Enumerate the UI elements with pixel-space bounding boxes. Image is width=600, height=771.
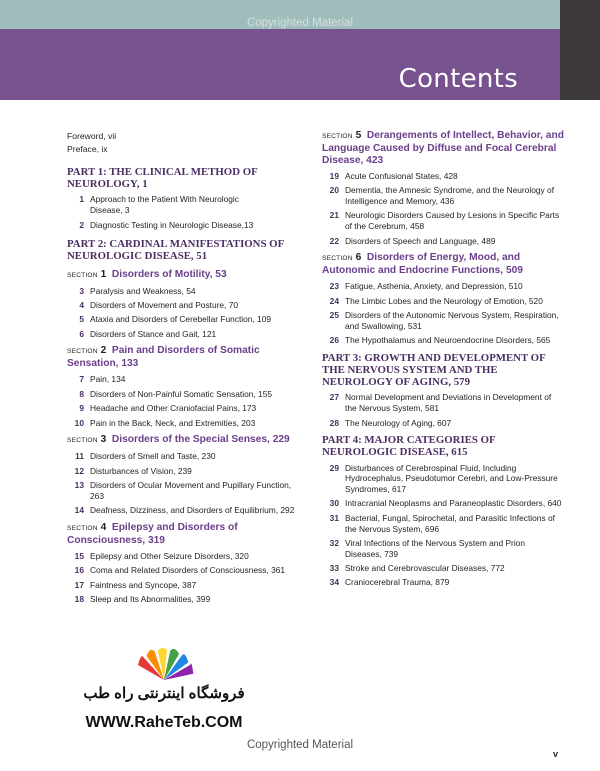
chapter-number: 28 (329, 417, 339, 428)
part-heading: PART 4: MAJOR CATEGORIES OF NEUROLOGIC DISEASE, 615 (322, 434, 496, 459)
part-heading: PART 3: GROWTH AND DEVELOPMENT OF THE NERVOUS SYSTEM AND THE NEUROLOGY OF AGING, 579 (322, 351, 546, 389)
chapter-number: 21 (329, 210, 339, 221)
toc-entry (322, 281, 564, 292)
chapter-number: 10 (74, 417, 84, 428)
chapter-number: 20 (329, 185, 339, 196)
chapter-number: 3 (79, 285, 84, 296)
toc-entry (322, 538, 564, 559)
toc-entry (67, 329, 303, 340)
chapter-title: Disorders of Non-Painful Somatic Sensation, 155 (90, 388, 273, 399)
front-matter (67, 130, 303, 155)
toc-entry (67, 403, 303, 414)
toc-entry (322, 335, 564, 346)
toc-entry (67, 594, 303, 605)
chapter-title: Intracranial Neoplasms and Paraneoplastic Disorders, 640 (345, 498, 562, 509)
section-heading (67, 269, 303, 282)
header-dark-corner (560, 0, 600, 100)
toc-entry (67, 580, 303, 591)
toc-entry (67, 220, 303, 231)
chapter-title: The Limbic Lobes and the Neurology of Emotion, 520 (345, 295, 543, 306)
chapter-title: Disorders of Smell and Taste, 230 (90, 451, 216, 462)
store-name: فروشگاه اینترنتی راه طب (83, 685, 245, 702)
toc-entry (322, 185, 564, 206)
chapter-number: 17 (74, 579, 84, 590)
section-heading (67, 434, 303, 447)
toc-entry (322, 236, 564, 247)
chapter-number: 15 (74, 550, 84, 561)
chapter-number: 12 (74, 465, 84, 476)
chapter-number: 34 (329, 577, 339, 588)
section-title: Derangements of Intellect, Behavior, and Language Caused by Diffuse and Focal Cerebral Disease, 423 (322, 130, 564, 166)
toc-entry (322, 463, 564, 495)
front-matter-item: Foreword, vii (67, 131, 117, 141)
toc-entry (67, 286, 303, 297)
chapter-number: 1 (79, 194, 84, 205)
chapter-title: Disorders of Speech and Language, 489 (345, 235, 496, 246)
chapter-number: 26 (329, 335, 339, 346)
toc-entry (67, 194, 303, 215)
watermark-bottom: Copyrighted Material (246, 739, 354, 751)
watermark-top: Copyrighted Material (246, 17, 354, 29)
toc-entry (67, 374, 303, 385)
toc-entry (67, 480, 303, 501)
section-title: Disorders of the Special Senses, 229 (111, 434, 290, 446)
chapter-number: 9 (79, 403, 84, 414)
section-number: 3 (100, 434, 107, 446)
book-fan-icon (64, 640, 264, 684)
chapter-number: 8 (79, 388, 84, 399)
chapter-title: Neurologic Disorders Caused by Lesions in Specific Parts of the Cerebrum, 458 (345, 210, 560, 232)
chapter-title: Disorders of Ocular Movement and Pupillary Function, 263 (90, 480, 292, 501)
part-heading: PART 2: CARDINAL MANIFESTATIONS OF NEUROLOGIC DISEASE, 51 (67, 238, 284, 263)
chapter-number: 14 (74, 505, 84, 516)
toc-entry (67, 466, 303, 477)
section-keyword: SECTION (67, 524, 98, 532)
chapter-number: 22 (329, 235, 339, 246)
toc-entry (322, 513, 564, 534)
chapter-number: 27 (329, 392, 339, 403)
section-title: Pain and Disorders of Somatic Sensation, 133 (67, 345, 260, 370)
section-heading (67, 522, 303, 547)
chapter-number: 6 (79, 328, 84, 339)
chapter-number: 30 (329, 498, 339, 509)
chapter-title: The Neurology of Aging, 607 (345, 417, 452, 428)
front-matter-item: Preface, ix (67, 143, 108, 154)
chapter-title: Headache and Other Craniofacial Pains, 173 (90, 403, 257, 414)
chapter-title: Craniocerebral Trauma, 879 (345, 577, 450, 588)
section-title: Disorders of Motility, 53 (111, 268, 227, 280)
chapter-title: Ataxia and Disorders of Cerebellar Function, 109 (90, 314, 272, 325)
chapter-number: 19 (329, 171, 339, 181)
toc-entry (67, 505, 303, 516)
toc-entry (322, 498, 564, 509)
chapter-title: Sleep and Its Abnormalities, 399 (90, 594, 211, 605)
section-keyword: SECTION (67, 271, 98, 279)
section-title: Epilepsy and Disorders of Consciousness, 319 (67, 521, 238, 546)
toc-entry (322, 563, 564, 574)
chapter-number: 23 (329, 281, 339, 292)
chapter-title: Bacterial, Fungal, Spirochetal, and Parasitic Infections of the Nervous System, 696 (345, 512, 555, 534)
toc-entry (67, 551, 303, 562)
chapter-number: 25 (329, 310, 339, 321)
section-title: Disorders of Energy, Mood, and Autonomic and Endocrine Functions, 509 (322, 252, 523, 277)
chapter-number: 5 (79, 314, 84, 325)
toc-entry (322, 418, 564, 429)
part-heading: PART 1: THE CLINICAL METHOD OF NEUROLOGY, 1 (67, 166, 258, 191)
right-column (322, 130, 564, 592)
chapter-number: 18 (74, 594, 84, 605)
left-column (67, 130, 303, 609)
chapter-number: 7 (79, 374, 84, 385)
chapter-number: 2 (79, 219, 84, 230)
chapter-number: 24 (329, 295, 339, 306)
chapter-title: Approach to the Patient With Neurologic Disease, 3 (90, 194, 239, 216)
store-logo (64, 640, 264, 737)
section-number: 6 (355, 252, 362, 264)
page-number: v (553, 749, 559, 759)
section-heading (322, 130, 564, 167)
chapter-number: 13 (74, 480, 84, 491)
toc-entry (322, 210, 564, 231)
chapter-title: Disorders of the Autonomic Nervous System, Respiration, and Swallowing, 531 (345, 310, 559, 331)
toc-entry (67, 565, 303, 576)
toc-entry (67, 418, 303, 429)
chapter-title: Acute Confusional States, 428 (345, 171, 458, 181)
section-keyword: SECTION (67, 348, 98, 356)
chapter-number: 4 (79, 300, 84, 310)
chapter-title: Epilepsy and Other Seizure Disorders, 320 (90, 550, 249, 561)
chapter-number: 29 (329, 462, 339, 473)
chapter-title: Disorders of Stance and Gait, 121 (90, 328, 217, 339)
toc-entry (322, 310, 564, 331)
section-number: 4 (100, 521, 107, 533)
store-url: WWW.RaheTeb.COM (85, 714, 243, 731)
chapter-title: Coma and Related Disorders of Consciousness, 361 (90, 565, 286, 576)
chapter-number: 33 (329, 563, 339, 574)
page-title: Contents (398, 64, 518, 94)
chapter-number: 16 (74, 565, 84, 576)
section-heading (67, 345, 303, 370)
section-keyword: SECTION (67, 437, 98, 445)
toc-entry (67, 451, 303, 462)
section-heading (322, 252, 564, 277)
toc-entry (322, 296, 564, 307)
section-keyword: SECTION (322, 255, 353, 263)
chapter-title: The Hypothalamus and Neuroendocrine Disorders, 565 (345, 335, 551, 346)
toc-entry (67, 300, 303, 311)
chapter-title: Dementia, the Amnesic Syndrome, and the Neurology of Intelligence and Memory, 436 (345, 185, 555, 207)
chapter-title: Disorders of Movement and Posture, 70 (90, 300, 239, 310)
toc-entry (67, 314, 303, 325)
section-number: 1 (100, 268, 107, 280)
chapter-title: Paralysis and Weakness, 54 (90, 285, 196, 296)
chapter-title: Disturbances of Cerebrospinal Fluid, Including Hydrocephalus, Pseudotumor Cerebri, and Low-Pressure Syndromes, 617 (345, 462, 558, 495)
chapter-number: 31 (329, 512, 339, 523)
section-keyword: SECTION (322, 133, 353, 140)
section-number: 5 (355, 130, 362, 141)
chapter-title: Stroke and Cerebrovascular Diseases, 772 (345, 563, 505, 574)
toc-entry (322, 577, 564, 588)
chapter-number: 32 (329, 537, 339, 548)
chapter-number: 11 (75, 451, 84, 462)
toc-entry (67, 389, 303, 400)
chapter-title: Pain in the Back, Neck, and Extremities, 203 (90, 417, 256, 428)
section-number: 2 (100, 345, 107, 357)
chapter-title: Viral Infections of the Nervous System and Prion Diseases, 739 (345, 537, 525, 559)
chapter-title: Deafness, Dizziness, and Disorders of Equilibrium, 292 (90, 505, 295, 516)
chapter-title: Normal Development and Deviations in Development of the Nervous System, 581 (345, 392, 552, 414)
toc-entry (322, 171, 564, 182)
chapter-title: Fatigue, Asthenia, Anxiety, and Depression, 510 (345, 281, 523, 292)
toc-entry (322, 392, 564, 413)
chapter-title: Pain, 134 (90, 374, 126, 385)
chapter-title: Diagnostic Testing in Neurologic Disease,13 (90, 219, 254, 230)
chapter-title: Disturbances of Vision, 239 (90, 465, 192, 476)
chapter-title: Faintness and Syncope, 387 (90, 579, 197, 590)
